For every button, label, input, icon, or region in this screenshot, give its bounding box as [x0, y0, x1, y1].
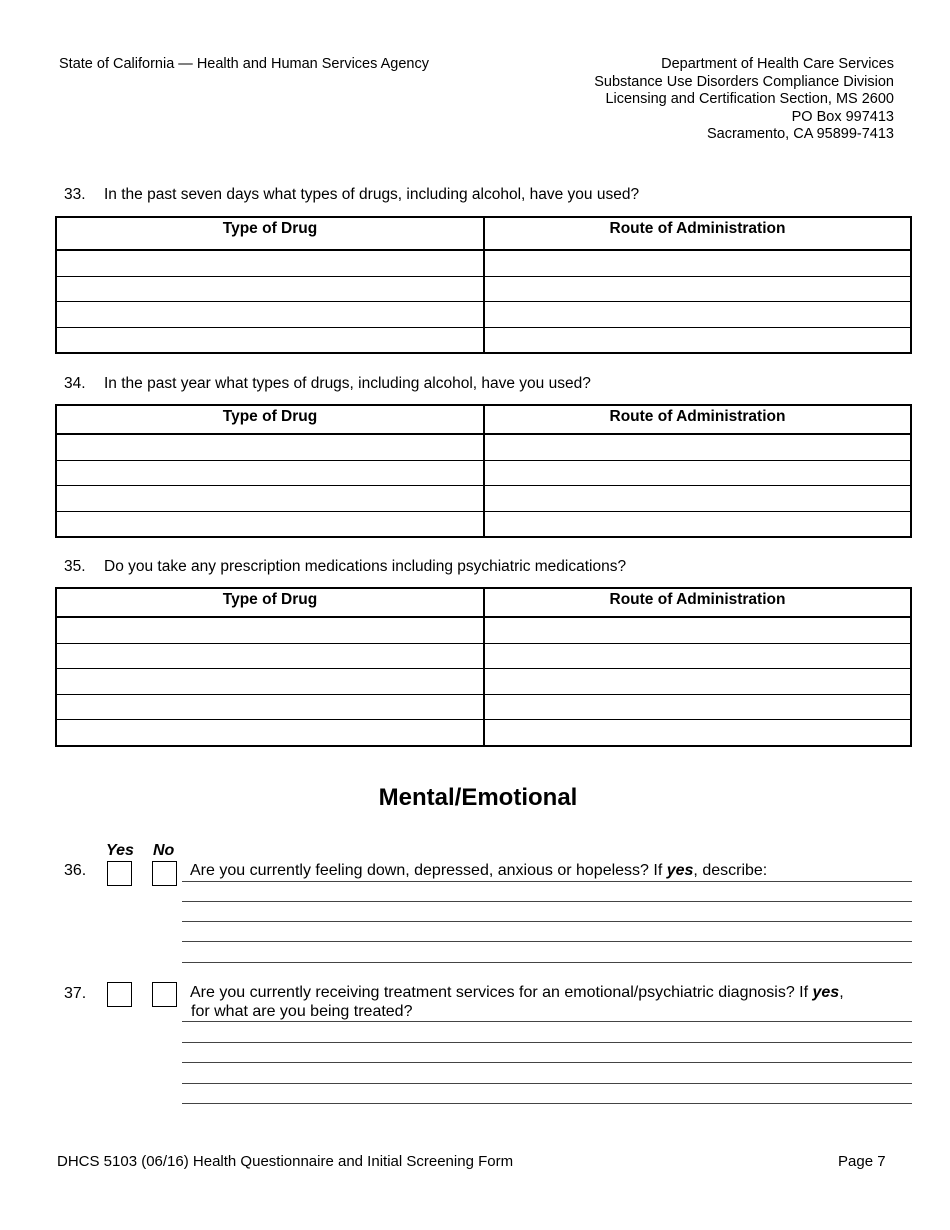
address-line: Department of Health Care Services [661, 56, 894, 72]
drug-input-cell[interactable] [56, 617, 484, 643]
no-column-label: No [153, 842, 175, 859]
drug-input-cell[interactable] [56, 511, 484, 537]
address-line: Licensing and Certification Section, MS 2600 [605, 91, 894, 108]
route-input-cell[interactable] [484, 276, 911, 302]
q36-no-checkbox[interactable] [152, 861, 177, 886]
table-row [56, 486, 911, 512]
table-row [56, 460, 911, 486]
question-number-36: 36. [64, 862, 87, 879]
table-row [56, 302, 911, 328]
form-identifier: DHCS 5103 (06/16) Health Questionnaire and Initial Screening Form [57, 1153, 514, 1170]
col-route-of-administration: Route of Administration [484, 405, 911, 434]
route-input-cell[interactable] [484, 250, 911, 276]
question-text: In the past year what types of drugs, including alcohol, have you used? [104, 375, 591, 392]
drug-table-past-seven-days [55, 216, 912, 354]
drug-input-cell[interactable] [56, 250, 484, 276]
col-type-of-drug: Type of Drug [56, 405, 484, 434]
col-route-of-administration: Route of Administration [484, 588, 911, 617]
table-row [56, 511, 911, 537]
col-type-of-drug: Type of Drug [56, 588, 484, 617]
route-input-cell[interactable] [484, 694, 911, 720]
drug-input-cell[interactable] [56, 694, 484, 720]
route-input-cell[interactable] [484, 617, 911, 643]
question-text: , describe: [693, 862, 768, 879]
emphasis-yes: yes [812, 984, 840, 1001]
yes-column-label: Yes [106, 842, 134, 859]
answer-line[interactable] [182, 1062, 912, 1063]
drug-input-cell[interactable] [56, 276, 484, 302]
question-text: Do you take any prescription medications including psychiatric medications? [104, 558, 627, 575]
agency-name: State of California — Health and Human Services Agency [59, 56, 429, 72]
section-title: Mental/Emotional [378, 784, 578, 811]
answer-line[interactable] [182, 1083, 912, 1084]
question-number: 35. [64, 558, 86, 575]
drug-input-cell[interactable] [56, 460, 484, 486]
drug-input-cell[interactable] [56, 302, 484, 328]
answer-line[interactable] [182, 1103, 912, 1104]
question-36-text [190, 862, 767, 880]
address-line: Substance Use Disorders Compliance Division [594, 73, 894, 90]
answer-line[interactable] [182, 1021, 912, 1022]
q37-yes-checkbox[interactable] [107, 982, 132, 1007]
route-input-cell[interactable] [484, 460, 911, 486]
question-number: 33. [64, 186, 86, 203]
address-line: PO Box 997413 [791, 108, 894, 125]
route-input-cell[interactable] [484, 486, 911, 512]
question-number-37: 37. [64, 985, 87, 1002]
answer-line[interactable] [182, 921, 912, 922]
drug-input-cell[interactable] [56, 327, 484, 353]
answer-line[interactable] [182, 901, 912, 902]
drug-input-cell[interactable] [56, 486, 484, 512]
q36-yes-checkbox[interactable] [107, 861, 132, 886]
question-text: Are you currently feeling down, depressed, anxious or hopeless? If [190, 862, 667, 879]
answer-line[interactable] [182, 1042, 912, 1043]
question-37-text [190, 984, 844, 1002]
route-input-cell[interactable] [484, 643, 911, 669]
route-input-cell[interactable] [484, 720, 911, 746]
route-input-cell[interactable] [484, 511, 911, 537]
question-35 [64, 558, 626, 576]
col-type-of-drug: Type of Drug [56, 217, 484, 250]
department-address [594, 56, 894, 144]
drug-input-cell[interactable] [56, 669, 484, 695]
page-number: Page 7 [838, 1153, 886, 1170]
question-text: In the past seven days what types of drugs, including alcohol, have you used? [104, 186, 640, 203]
q37-no-checkbox[interactable] [152, 982, 177, 1007]
route-input-cell[interactable] [484, 302, 911, 328]
emphasis-yes: yes [666, 862, 694, 879]
route-input-cell[interactable] [484, 327, 911, 353]
route-input-cell[interactable] [484, 669, 911, 695]
table-row [56, 643, 911, 669]
answer-line[interactable] [182, 881, 912, 882]
drug-input-cell[interactable] [56, 434, 484, 460]
table-row [56, 720, 911, 746]
route-input-cell[interactable] [484, 434, 911, 460]
question-33 [64, 186, 639, 204]
question-37-text-line2: for what are you being treated? [191, 1003, 413, 1020]
address-line: Sacramento, CA 95899-7413 [706, 126, 894, 143]
table-row [56, 617, 911, 643]
question-text: Are you currently receiving treatment services for an emotional/psychiatric diagnosis? If [190, 984, 813, 1001]
table-row [56, 276, 911, 302]
question-34 [64, 375, 591, 393]
answer-line[interactable] [182, 941, 912, 942]
table-row [56, 250, 911, 276]
question-number: 34. [64, 375, 86, 392]
drug-table-past-year [55, 404, 912, 538]
question-text: , [839, 984, 844, 1001]
answer-line[interactable] [182, 962, 912, 963]
table-row [56, 327, 911, 353]
table-row [56, 694, 911, 720]
drug-input-cell[interactable] [56, 643, 484, 669]
table-row [56, 669, 911, 695]
drug-input-cell[interactable] [56, 720, 484, 746]
col-route-of-administration: Route of Administration [484, 217, 911, 250]
table-row [56, 434, 911, 460]
prescription-medications-table [55, 587, 912, 747]
